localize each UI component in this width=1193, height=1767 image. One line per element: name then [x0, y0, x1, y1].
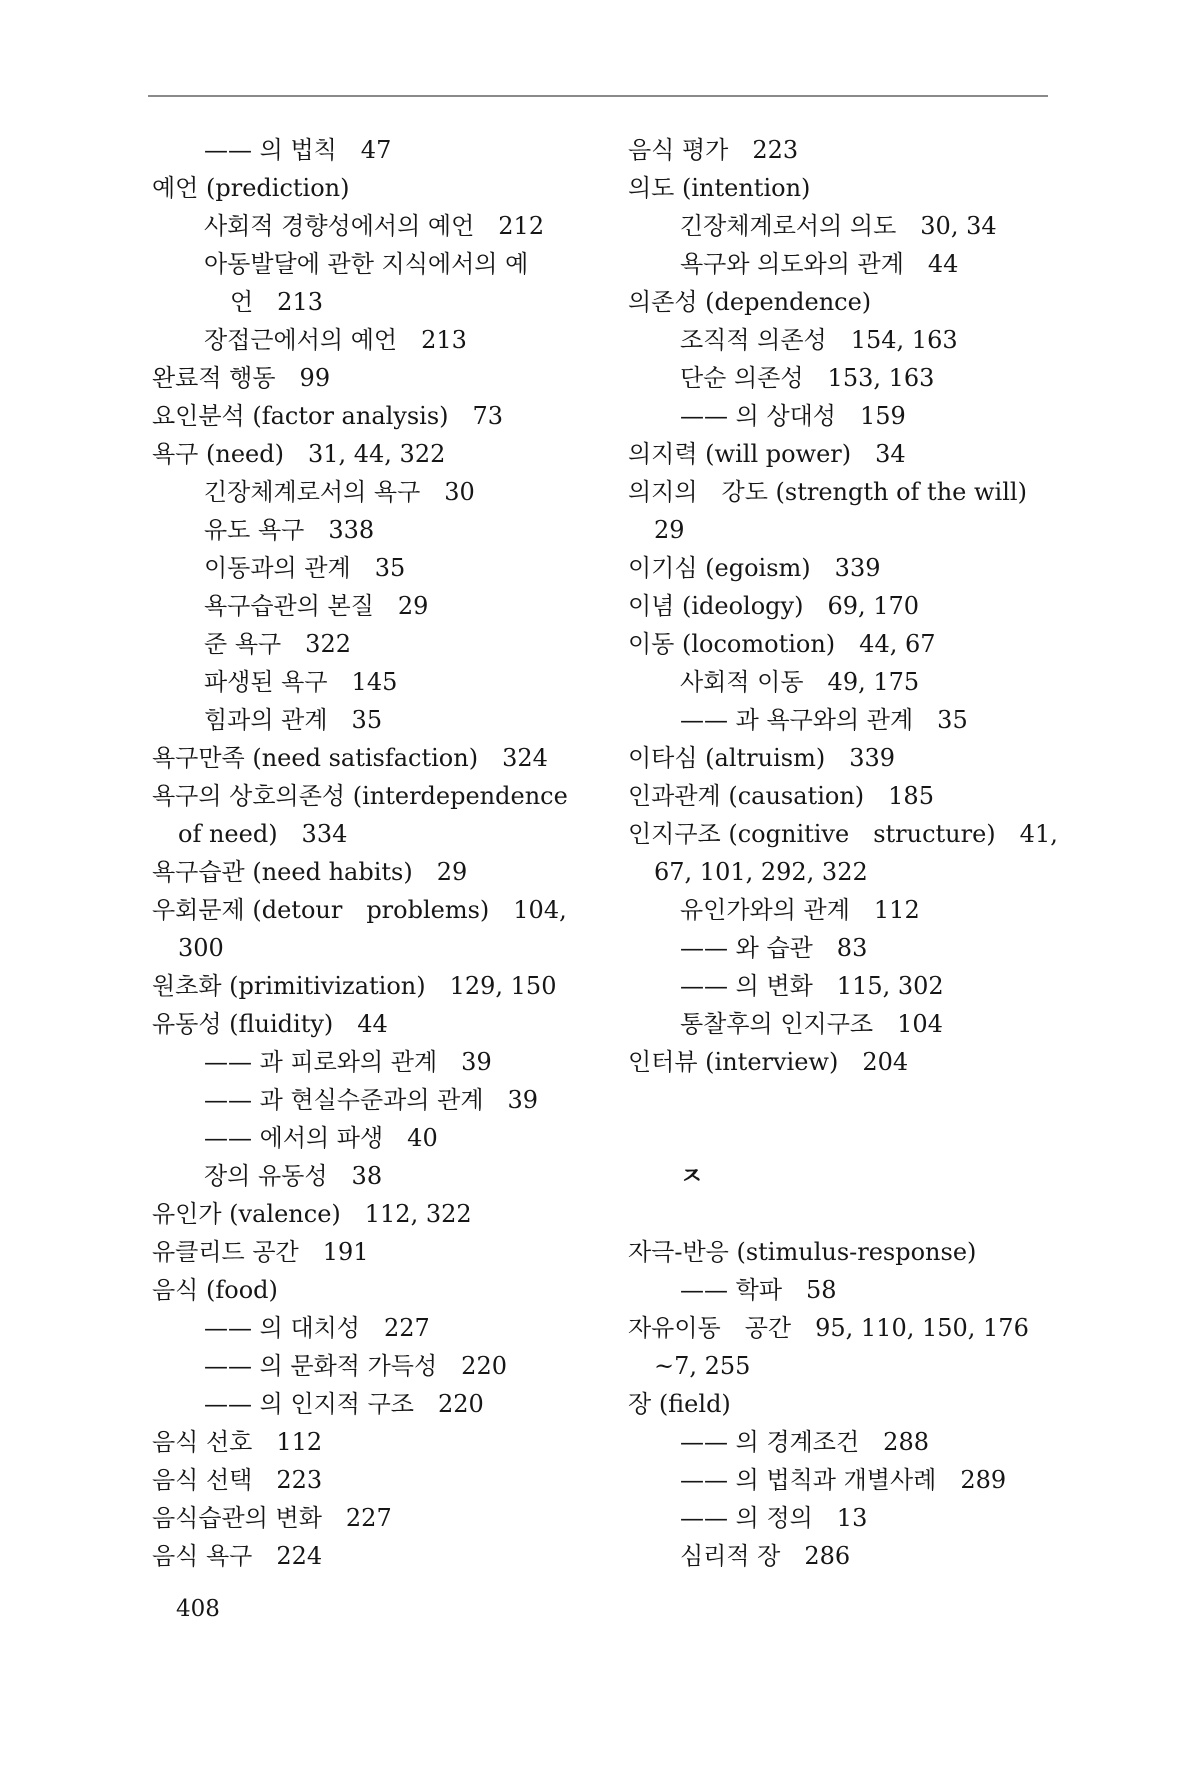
index-entry: 음식 욕구 224 [152, 1542, 323, 1570]
index-entry: 유도 욕구 338 [204, 516, 375, 544]
index-entry: —— 의 법칙과 개별사례 289 [680, 1466, 1007, 1494]
index-entry: 조직적 의존성 154, 163 [680, 326, 958, 354]
index-entry: 언 213 [230, 288, 323, 316]
index-entry: 자극-반응 (stimulus-response) [628, 1238, 977, 1266]
index-entry: 음식 (food) [152, 1276, 278, 1304]
index-entry: 장의 유동성 38 [204, 1162, 383, 1190]
index-entry: 인과관계 (causation) 185 [628, 782, 934, 810]
index-entry: 이타심 (altruism) 339 [628, 744, 896, 772]
index-entry: —— 의 대치성 227 [204, 1314, 430, 1342]
index-entry: 의지력 (will power) 34 [628, 440, 906, 468]
blank-line [628, 1081, 1068, 1119]
index-entry: 예언 (prediction) [152, 174, 350, 202]
index-entry: 29 [654, 516, 685, 544]
blank-line [628, 1119, 1068, 1157]
index-entry: 인터뷰 (interview) 204 [628, 1048, 909, 1076]
index-entry: 장접근에서의 예언 213 [204, 326, 467, 354]
index-entry: 힘과의 관계 35 [204, 706, 383, 734]
left-column [152, 131, 592, 1575]
index-entry: 긴장체계로서의 의도 30, 34 [680, 212, 997, 240]
page-number: 408 [176, 1596, 220, 1622]
index-entry: 단순 의존성 153, 163 [680, 364, 935, 392]
index-entry: 음식 평가 223 [628, 136, 799, 164]
index-entry: 욕구와 의도와의 관계 44 [680, 250, 959, 278]
index-entry: ~7, 255 [654, 1352, 751, 1380]
index-entry: 이동과의 관계 35 [204, 554, 406, 582]
index-entry: 음식 선호 112 [152, 1428, 323, 1456]
index-entry: 준 욕구 322 [204, 630, 351, 658]
index-entry: 사회적 이동 49, 175 [680, 668, 920, 696]
index-entry: —— 의 정의 13 [680, 1504, 868, 1532]
index-entry: —— 의 상대성 159 [680, 402, 906, 430]
index-entry: 통찰후의 인지구조 104 [680, 1010, 943, 1038]
index-entry: 긴장체계로서의 욕구 30 [204, 478, 475, 506]
index-entry: 자유이동 공간 95, 110, 150, 176 [628, 1314, 1029, 1342]
index-entry: 유인가 (valence) 112, 322 [152, 1200, 472, 1228]
index-entry: 욕구습관의 본질 29 [204, 592, 429, 620]
index-entry: 300 [178, 934, 224, 962]
index-entry: 음식 선택 223 [152, 1466, 323, 1494]
index-entry: of need) 334 [178, 820, 348, 848]
index-entry: —— 의 문화적 가득성 220 [204, 1352, 507, 1380]
index-entry: 원초화 (primitivization) 129, 150 [152, 972, 557, 1000]
section-heading: ㅈ [680, 1161, 704, 1190]
index-entry: 욕구만족 (need satisfaction) 324 [152, 744, 548, 772]
index-entry: —— 과 현실수준과의 관계 39 [204, 1086, 539, 1114]
index-entry: 파생된 욕구 145 [204, 668, 398, 696]
index-entry: 욕구 (need) 31, 44, 322 [152, 440, 446, 468]
index-entry: 요인분석 (factor analysis) 73 [152, 402, 504, 430]
index-entry: —— 와 습관 83 [680, 934, 868, 962]
index-entry: 이기심 (egoism) 339 [628, 554, 881, 582]
index-entry: 욕구의 상호의존성 (interdependence [152, 782, 568, 810]
index-entry: 이념 (ideology) 69, 170 [628, 592, 920, 620]
right-column [628, 131, 1068, 1575]
index-entry: 의지의 강도 (strength of the will) [628, 478, 1027, 506]
index-entry: 인지구조 (cognitive structure) 41, [628, 820, 1058, 848]
index-entry: —— 의 경계조건 288 [680, 1428, 929, 1456]
index-entry: 의존성 (dependence) [628, 288, 872, 316]
index-entry: 유인가와의 관계 112 [680, 896, 920, 924]
index-entry: 의도 (intention) [628, 174, 811, 202]
blank-line [628, 1195, 1068, 1233]
index-entry: 사회적 경향성에서의 예언 212 [204, 212, 545, 240]
index-entry: 음식습관의 변화 227 [152, 1504, 392, 1532]
index-entry: —— 의 법칙 47 [204, 136, 392, 164]
index-entry: —— 에서의 파생 40 [204, 1124, 438, 1152]
index-entry: —— 학파 58 [680, 1276, 837, 1304]
top-rule [148, 95, 1048, 97]
index-entry: 완료적 행동 99 [152, 364, 331, 392]
index-entry: 이동 (locomotion) 44, 67 [628, 630, 936, 658]
index-entry: 아동발달에 관한 지식에서의 예 [204, 250, 529, 278]
index-entry: 우회문제 (detour problems) 104, [152, 896, 567, 924]
index-entry: —— 과 욕구와의 관계 35 [680, 706, 968, 734]
index-entry: 67, 101, 292, 322 [654, 858, 868, 886]
index-entry: —— 과 피로와의 관계 39 [204, 1048, 492, 1076]
index-entry: 장 (field) [628, 1390, 731, 1418]
index-entry: —— 의 인지적 구조 220 [204, 1390, 484, 1418]
index-entry: 유클리드 공간 191 [152, 1238, 369, 1266]
index-entry: 유동성 (fluidity) 44 [152, 1010, 388, 1038]
index-entry: 심리적 장 286 [680, 1542, 851, 1570]
index-entry: 욕구습관 (need habits) 29 [152, 858, 468, 886]
index-entry: —— 의 변화 115, 302 [680, 972, 944, 1000]
